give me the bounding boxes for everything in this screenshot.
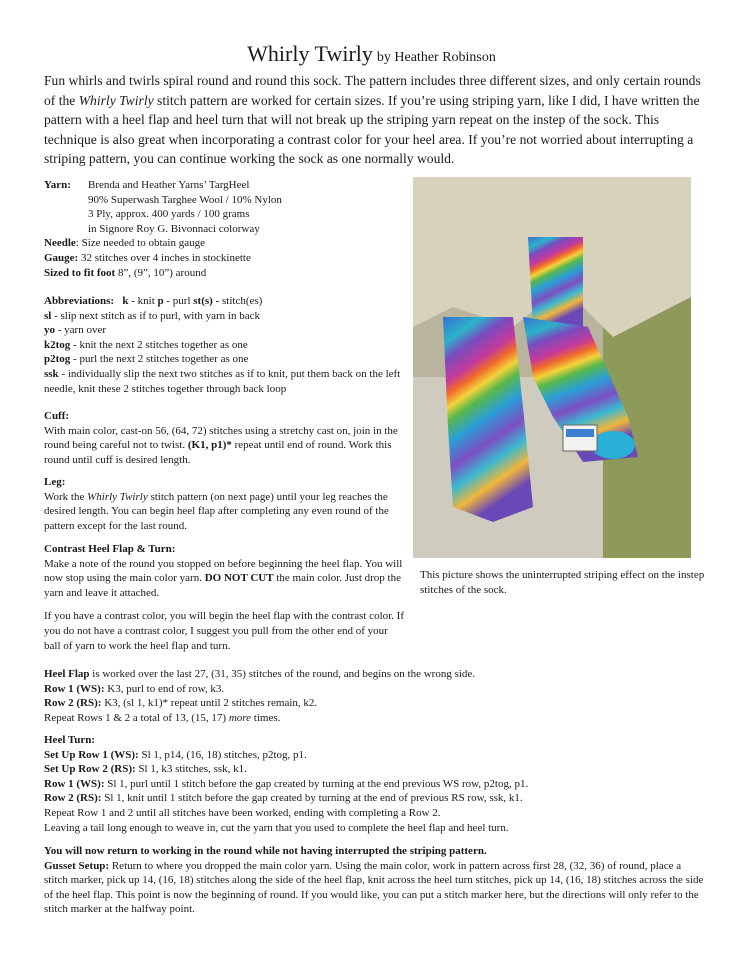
- intro-italic: Whirly Twirly: [78, 92, 154, 108]
- cuff-text-2: repeat until end of round. Work this round until cuff is desired length.: [44, 439, 392, 466]
- abbrev-def: - slip next stitch as if to purl, with yarn in back: [51, 309, 260, 322]
- leg-italic: Whirly Twirly: [87, 490, 148, 503]
- heel-turn-section: [44, 733, 704, 835]
- row-label: Row 1 (WS):: [44, 777, 105, 790]
- leg-text: [44, 490, 404, 534]
- needle-line: [44, 236, 404, 251]
- size-label: Sized to fit foot: [44, 266, 116, 279]
- size-text: 8”, (9”, 10”) around: [115, 266, 207, 279]
- gusset-bold-line: You will now return to working in the round while not having interrupted the striping pattern.: [44, 845, 487, 857]
- yarn-label: Yarn:: [44, 179, 71, 191]
- size-line: [44, 266, 404, 281]
- leg-heading: Leg:: [44, 476, 66, 488]
- photo-caption: This picture shows the uninterrupted striping effect on the instep stitches of the sock.: [420, 569, 705, 596]
- cuff-heading: Cuff:: [44, 410, 70, 422]
- abbrev-item: [44, 338, 404, 353]
- row-text: Sl 1, knit until 1 stitch before the gap created by turning at the end of previous RS row, ssk, k1.: [101, 792, 523, 805]
- heel-turn-heading: Heel Turn:: [44, 734, 96, 746]
- contrast-heel-section: [44, 542, 404, 653]
- heel-turn-tail: Leaving a tail long enough to weave in, cut the yarn that you used to complete the heel flap and heel turn.: [44, 821, 509, 834]
- sock-photo-illustration: [413, 177, 691, 558]
- row-text: K3, purl to end of row, k3.: [104, 682, 225, 695]
- gusset-label: Gusset Setup:: [44, 859, 110, 872]
- title-main: Whirly Twirly: [247, 41, 373, 66]
- leg-section: [44, 475, 404, 533]
- row-text: K3, (sl 1, k1)* repeat until 2 stitches remain, k2.: [101, 697, 318, 710]
- contrast-heading: Contrast Heel Flap & Turn:: [44, 543, 176, 555]
- contrast-text: [44, 557, 404, 601]
- abbrev-item: [44, 352, 404, 367]
- abbrev-label: Abbreviations:: [44, 295, 115, 307]
- abbrev-term: p: [157, 295, 164, 307]
- abbrev-item: [44, 323, 404, 338]
- abbrev-term: k2tog: [44, 338, 71, 351]
- abbrev-def: - knit the next 2 stitches together as one: [70, 338, 248, 351]
- contrast-bold: DO NOT CUT: [204, 572, 274, 585]
- repeat-italic: more: [228, 711, 252, 724]
- repeat-text-1: Repeat Rows 1 & 2 a total of 13, (15, 17): [44, 711, 229, 724]
- intro-text-1: Fun whirls and twirls spiral round and round this sock. The pattern includes three different sizes, and only certain rounds of the: [44, 73, 701, 108]
- row-label: Row 1 (WS):: [44, 682, 105, 695]
- abbrev-def: - stitch(es): [212, 295, 263, 307]
- row-text: Sl 1, p14, (16, 18) stitches, p2tog, p1.: [138, 748, 307, 761]
- gauge-text: 32 stitches over 4 inches in stockinette: [78, 251, 251, 264]
- title-byline: by Heather Robinson: [376, 50, 496, 65]
- page-title: [0, 41, 743, 67]
- cuff-text: [44, 424, 404, 468]
- heel-turn-row: [44, 762, 704, 777]
- yarn-lines: [88, 178, 282, 236]
- abbrev-term: p2tog: [44, 353, 71, 366]
- row-label: Set Up Row 2 (RS):: [44, 763, 136, 776]
- row-label: Row 2 (RS):: [44, 697, 102, 710]
- heel-flap-section: [44, 667, 704, 725]
- intro-paragraph: [44, 71, 704, 169]
- abbrev-term: ssk: [44, 367, 59, 380]
- cuff-text-1: With main color, cast-on 56, (64, 72) stitches using a stretchy cast on, join in the round being careful not to twist.: [44, 424, 398, 452]
- abbrev-def: - yarn over: [55, 324, 107, 337]
- contrast-text-2: the main color. Just drop the yarn and leave it attached.: [44, 572, 401, 599]
- cuff-bold: (K1, p1)*: [187, 439, 232, 452]
- abbrev-term: st(s): [193, 295, 213, 307]
- yarn-line: in Signore Roy G. Bivonnaci colorway: [88, 222, 260, 235]
- heel-flap-text: is worked over the last 27, (31, 35) stitches of the round, and begins on the wrong side.: [89, 668, 476, 680]
- abbrev-term: yo: [44, 324, 55, 337]
- leg-text-1: Work the: [44, 490, 88, 503]
- heel-turn-row: [44, 777, 704, 792]
- abbrev-item: [44, 367, 404, 396]
- abbrev-first-line: [44, 294, 404, 309]
- heel-flap-row1: [44, 682, 704, 697]
- leg-text-2: stitch pattern (on next page) until your leg reaches the desired length. You can begin heel flap after completing any even round of the pattern except for the last round.: [44, 490, 389, 532]
- heel-flap-label: Heel Flap: [44, 668, 90, 680]
- row-text: Sl 1, purl until 1 stitch before the gap created by turning at the end previous WS row, p2tog, p1.: [104, 777, 529, 790]
- abbrev-item: [44, 309, 404, 324]
- needle-text: : Size needed to obtain gauge: [75, 237, 205, 250]
- gusset-text: [44, 859, 704, 917]
- abbrev-def: - purl: [163, 295, 194, 307]
- yarn-block: [44, 178, 404, 236]
- materials-section: [44, 178, 404, 280]
- heel-turn-repeat: Repeat Row 1 and 2 until all stitches have been worked, ending with completing a Row 2.: [44, 806, 441, 819]
- abbrev-term: sl: [44, 309, 52, 322]
- heel-turn-row: [44, 791, 704, 806]
- yarn-line: 90% Superwash Targhee Wool / 10% Nylon: [88, 193, 282, 206]
- abbrev-def: - individually slip the next two stitches as if to knit, put them back on the left needle, knit these 2 stitches together through back loop: [44, 367, 401, 395]
- gauge-label: Gauge:: [44, 251, 79, 264]
- heel-flap-intro: [44, 667, 704, 682]
- intro-text-2: stitch pattern are worked for certain sizes. If you’re using striping yarn, like I did, I have written the pattern with a heel flap and heel turn that will not break up the striping yarn repeat on the instep of the sock. This technique is also great when incorporating a contrast color for your heel area. If you’re not worried about interrupting a striping pattern, you can continue working the sock as one normally would.: [44, 92, 700, 166]
- contrast-text-1: Make a note of the round you stopped on before beginning the heel flap. You will now stop using the main color yarn.: [44, 557, 403, 585]
- row-text: Sl 1, k3 stitches, ssk, k1.: [135, 763, 247, 776]
- heel-flap-repeat: [44, 711, 704, 726]
- abbrev-def: - purl the next 2 stitches together as one: [70, 353, 249, 366]
- repeat-text-2: times.: [251, 711, 281, 724]
- heel-turn-row: [44, 748, 704, 763]
- abbrev-term: k: [122, 295, 129, 307]
- contrast-text-para2: If you have a contrast color, you will begin the heel flap with the contrast color. If you do not have a contrast color, I suggest you pull from the other end of your ball of yarn to work the heel flap and turn.: [44, 610, 405, 652]
- yarn-line: 3 Ply, approx. 400 yards / 100 grams: [88, 208, 250, 221]
- gauge-line: [44, 251, 404, 266]
- cuff-section: [44, 409, 404, 467]
- needle-label: Needle: [44, 237, 76, 250]
- abbreviations-section: [44, 294, 404, 396]
- row-label: Set Up Row 1 (WS):: [44, 748, 139, 761]
- abbrev-def: - knit: [128, 295, 158, 307]
- gusset-section: [44, 844, 704, 917]
- yarn-line: Brenda and Heather Yarns’ TargHeel: [88, 179, 250, 191]
- row-label: Row 2 (RS):: [44, 792, 102, 805]
- gusset-body: Return to where you dropped the main color yarn. Using the main color, work in pattern across first 28, (32, 36) of round, place a stitch marker, pick up 14, (16, 18) stitches along the side of the heel flap, knit across the heel turn stitches, pick up 14, (16, 18) stitches across the side of the heel flap. This point is now the beginning of round. If you would like, you can put a stitch marker here, but the directions will only refer to the stitch marker at the halfway point.: [44, 859, 704, 916]
- heel-flap-row2: [44, 696, 704, 711]
- sock-photo: [413, 177, 691, 558]
